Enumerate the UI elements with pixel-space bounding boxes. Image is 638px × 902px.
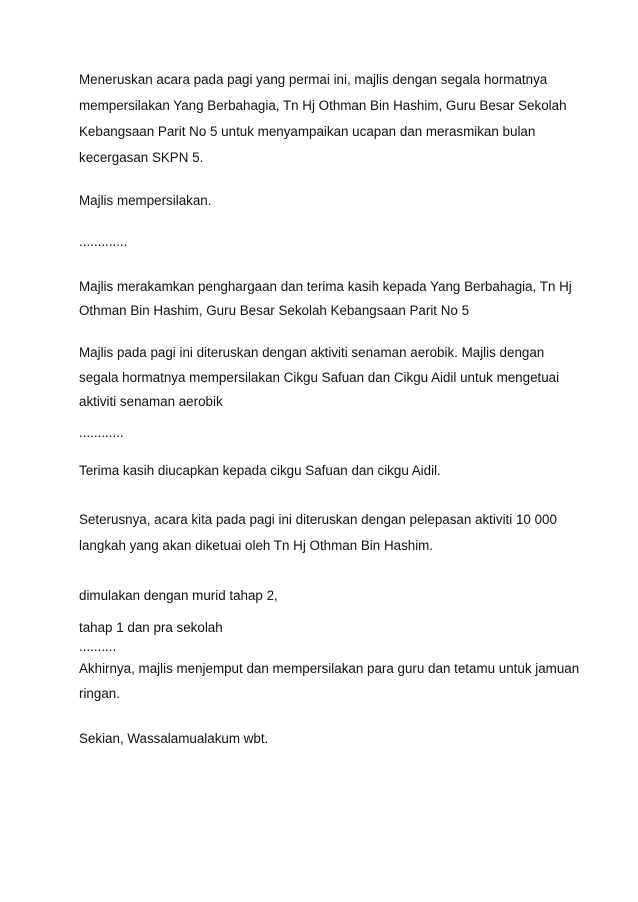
paragraph-1-line-4: kecergasan SKPN 5. (79, 150, 204, 165)
paragraph-3-line-1: Majlis merakamkan penghargaan dan terima kasih kepada Yang Berbahagia, Tn Hj (79, 279, 572, 294)
ellipsis-separator-2: ............ (79, 425, 124, 440)
paragraph-6-line-2: langkah yang akan diketuai oleh Tn Hj Othman Bin Hashim. (79, 538, 434, 553)
paragraph-1-line-3: Kebangsaan Parit No 5 untuk menyampaikan ucapan dan merasmikan bulan (79, 124, 536, 139)
paragraph-2-line-1: Majlis mempersilakan. (79, 193, 212, 208)
paragraph-4-line-1: Majlis pada pagi ini diteruskan dengan aktiviti senaman aerobik. Majlis dengan (79, 345, 545, 360)
paragraph-8-line-1: tahap 1 dan pra sekolah (79, 620, 223, 635)
paragraph-4-line-2: segala hormatnya mempersilakan Cikgu Safuan dan Cikgu Aidil untuk mengetuai (79, 370, 560, 385)
ellipsis-separator-1: ............. (79, 234, 128, 249)
paragraph-4-line-3: aktiviti senaman aerobik (79, 394, 223, 409)
paragraph-5-line-1: Terima kasih diucapkan kepada cikgu Safuan dan cikgu Aidil. (79, 463, 441, 478)
paragraph-6-line-1: Seterusnya, acara kita pada pagi ini diteruskan dengan pelepasan aktiviti 10 000 (79, 512, 557, 527)
ellipsis-separator-3: .......... (79, 639, 117, 654)
paragraph-9-line-2: ringan. (79, 686, 120, 701)
paragraph-1-line-2: mempersilakan Yang Berbahagia, Tn Hj Othman Bin Hashim, Guru Besar Sekolah (79, 98, 567, 113)
paragraph-3-line-2: Othman Bin Hashim, Guru Besar Sekolah Kebangsaan Parit No 5 (79, 303, 470, 318)
paragraph-1-line-1: Meneruskan acara pada pagi yang permai ini, majlis dengan segala hormatnya (79, 72, 548, 87)
paragraph-9-line-1: Akhirnya, majlis menjemput dan mempersilakan para guru dan tetamu untuk jamuan (79, 661, 580, 676)
closing-line: Sekian, Wassalamualakum wbt. (79, 731, 269, 746)
paragraph-7-line-1: dimulakan dengan murid tahap 2, (79, 588, 278, 603)
